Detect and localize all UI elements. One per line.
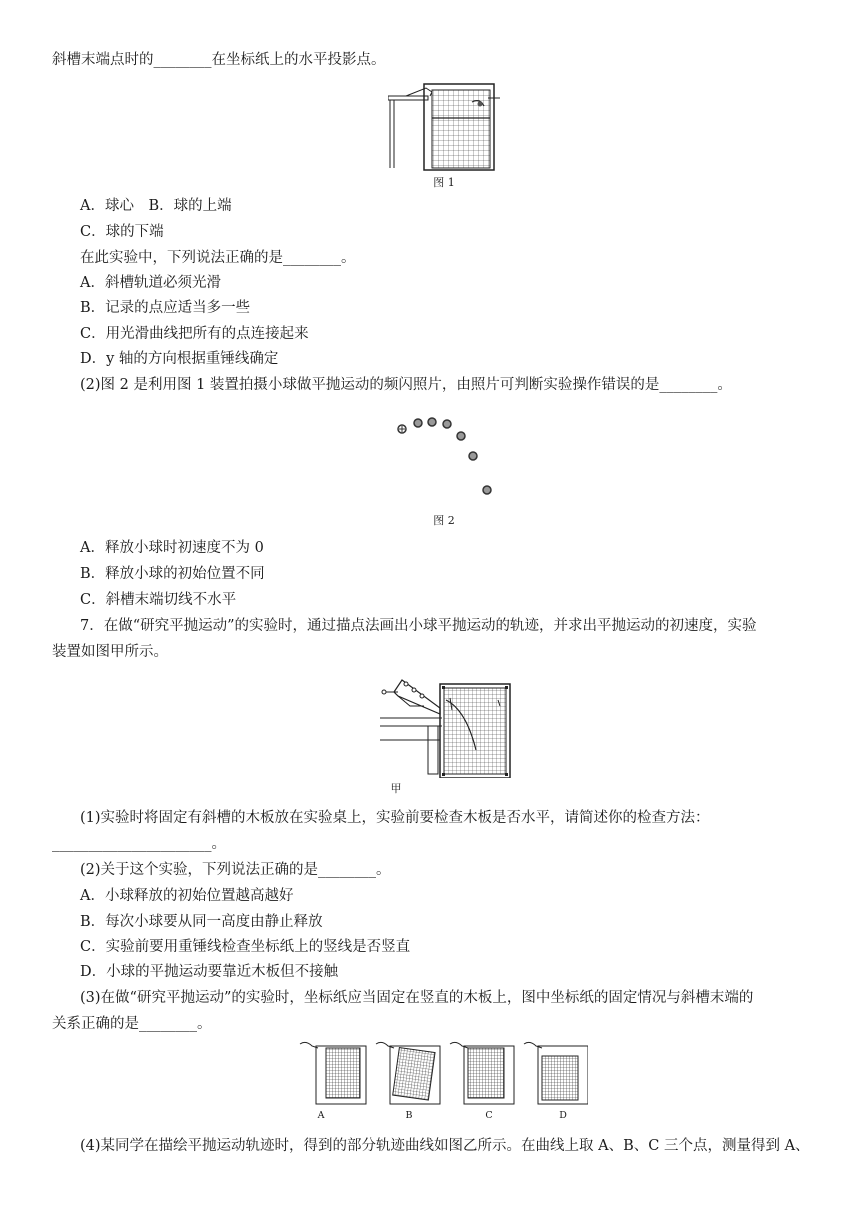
figure-1-caption: 图 1 [433,176,455,189]
option-line: B．记录的点应适当多一些 [80,300,251,316]
option-line: A．斜槽轨道必须光滑 [80,275,221,291]
option-line: C．球的下端 [80,224,164,240]
figure-2-strobe-photo [390,410,500,504]
option-label-c: C [485,1110,493,1121]
question-line: 关系正确的是________。 [52,1016,212,1032]
option-label-b: B [405,1110,413,1121]
option-label-a: A [317,1110,325,1121]
question-line: (4)某同学在描绘平抛运动轨迹时，得到的部分轨迹曲线如图乙所示。在曲线上取 A、B、C 三个点，测量得到 A、 [80,1138,810,1154]
question-line: 在此实验中，下列说法正确的是________。 [80,250,356,266]
text-line: 斜槽末端点时的________在坐标纸上的水平投影点。 [52,52,386,68]
question-line: 装置如图甲所示。 [52,644,168,660]
option-line: D．y 轴的方向根据重锤线确定 [80,351,279,367]
option-label-d: D [559,1110,567,1121]
question-line: (2)图 2 是利用图 1 装置拍摄小球做平抛运动的频闪照片，由照片可判断实验操作错误的是________。 [80,377,732,393]
figure-1-apparatus [388,80,500,172]
figure-jia-apparatus [380,670,520,778]
option-line: C．斜槽末端切线不水平 [80,592,237,608]
option-line: A．小球释放的初始位置越高越好 [80,888,294,904]
option-line: C．实验前要用重锤线检查坐标纸上的竖线是否竖直 [80,939,411,955]
question-line: (2)关于这个实验，下列说法正确的是________。 [80,862,391,878]
figure-jia-caption: 甲 [390,782,402,795]
option-line: C．用光滑曲线把所有的点连接起来 [80,326,309,342]
question-line: (1)实验时将固定有斜槽的木板放在实验桌上，实验前要检查木板是否水平，请简述你的检查方法： [80,810,710,826]
answer-blank: ______________________。 [52,836,226,852]
option-line: A．球心 B．球的上端 [80,198,232,214]
question-line: 7．在做“研究平抛运动”的实验时，通过描点法画出小球平抛运动的轨迹，并求出平抛运动的初速度，实验 [80,618,757,634]
option-line: A．释放小球时初速度不为 0 [80,540,264,556]
figure-2-caption: 图 2 [433,514,455,527]
option-line: B．每次小球要从同一高度由静止释放 [80,914,323,930]
option-line: B．释放小球的初始位置不同 [80,566,265,582]
option-line: D．小球的平抛运动要靠近木板但不接触 [80,964,339,980]
question-line: (3)在做“研究平抛运动”的实验时，坐标纸应当固定在竖直的木板上，图中坐标纸的固定情况与斜槽末端的 [80,990,754,1006]
figure-options-abcd [296,1040,588,1108]
